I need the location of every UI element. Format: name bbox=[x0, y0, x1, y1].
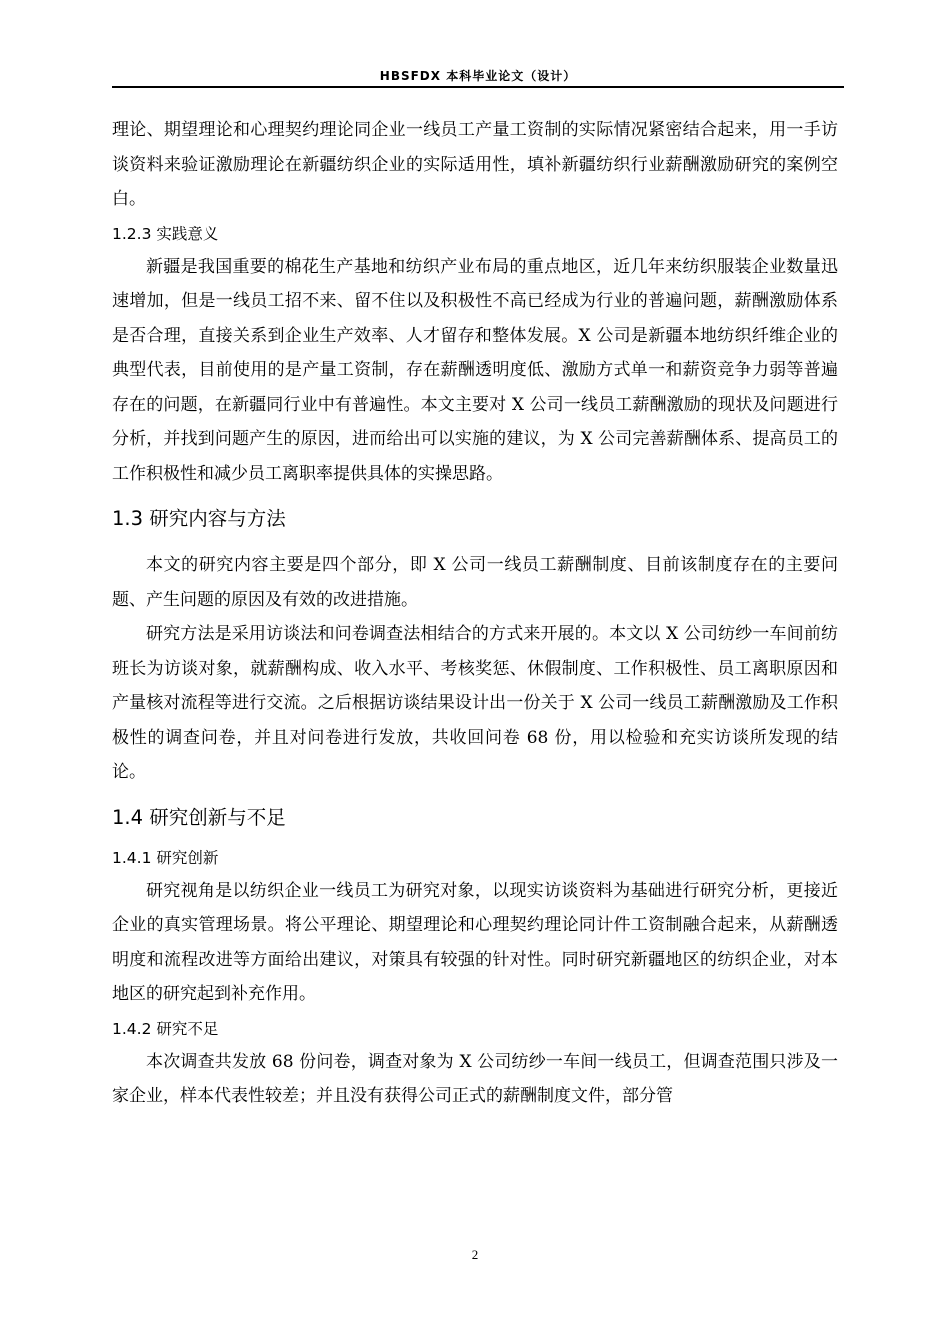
heading-1-4-2: 1.4.2 研究不足 bbox=[112, 1019, 219, 1038]
paragraph-research-content: 本文的研究内容主要是四个部分，即 X 公司一线员工薪酬制度、目前该制度存在的主要问题、产生问题的原因及有效的改进措施。 bbox=[112, 555, 838, 610]
paragraph-practical-significance: 新疆是我国重要的棉花生产基地和纺织产业布局的重点地区，近几年来纺织服装企业数量迅速增加，但是一线员工招不来、留不住以及积极性不高已经成为行业的普遍问题，薪酬激励体系是否合理，直接关系到企业生产效率、人才留存和整体发展。X 公司是新疆本地纺织纤维企业的典型代表，目前使用的是产量工资制，存在薪酬透明度低、激励方式单一和薪资竞争力弱等普遍存在的问题，在新疆同行业中有普遍性。本文主要对 X 公司一线员工薪酬激励的现状及问题进行分析，并找到问题产生的原因，进而给出可以实施的建议，为 X 公司完善薪酬体系、提高员工的工作积极性和减少员工离职率提供具体的实操思路。 bbox=[112, 256, 838, 484]
paragraph-innovation: 研究视角是以纺织企业一线员工为研究对象，以现实访谈资料为基础进行研究分析，更接近企业的真实管理场景。将公平理论、期望理论和心理契约理论同计件工资制融合起来，从薪酬透明度和流程改进等方面给出建议，对策具有较强的针对性。同时研究新疆地区的纺织企业，对本地区的研究起到补充作用。 bbox=[112, 880, 838, 1004]
page-number: 2 bbox=[471, 1247, 479, 1262]
running-header: HBSFDX 本科毕业论文（设计） bbox=[379, 69, 577, 83]
heading-1-3: 1.3 研究内容与方法 bbox=[112, 507, 286, 530]
heading-1-4-1: 1.4.1 研究创新 bbox=[112, 848, 219, 867]
heading-1-2-3: 1.2.3 实践意义 bbox=[112, 224, 219, 243]
page-body bbox=[112, 113, 838, 1114]
header-rule bbox=[112, 86, 844, 88]
paragraph-intro-continued: 理论、期望理论和心理契约理论同企业一线员工产量工资制的实际情况紧密结合起来，用一手访谈资料来验证激励理论在新疆纺织企业的实际适用性，填补新疆纺织行业薪酬激励研究的案例空白。 bbox=[112, 120, 838, 209]
paragraph-research-method: 研究方法是采用访谈法和问卷调查法相结合的方式来开展的。本文以 X 公司纺纱一车间前纺班长为访谈对象，就薪酬构成、收入水平、考核奖惩、休假制度、工作积极性、员工离职原因和产量核对流程等进行交流。之后根据访谈结果设计出一份关于 X 公司一线员工薪酬激励及工作积极性的调查问卷，并且对问卷进行发放，共收回问卷 68 份，用以检验和充实访谈所发现的结论。 bbox=[112, 624, 838, 782]
heading-1-4: 1.4 研究创新与不足 bbox=[112, 805, 286, 829]
paragraph-limitations: 本次调查共发放 68 份问卷，调查对象为 X 公司纺纱一车间一线员工，但调查范围只涉及一家企业，样本代表性较差；并且没有获得公司正式的薪酬制度文件，部分管 bbox=[112, 1051, 838, 1106]
